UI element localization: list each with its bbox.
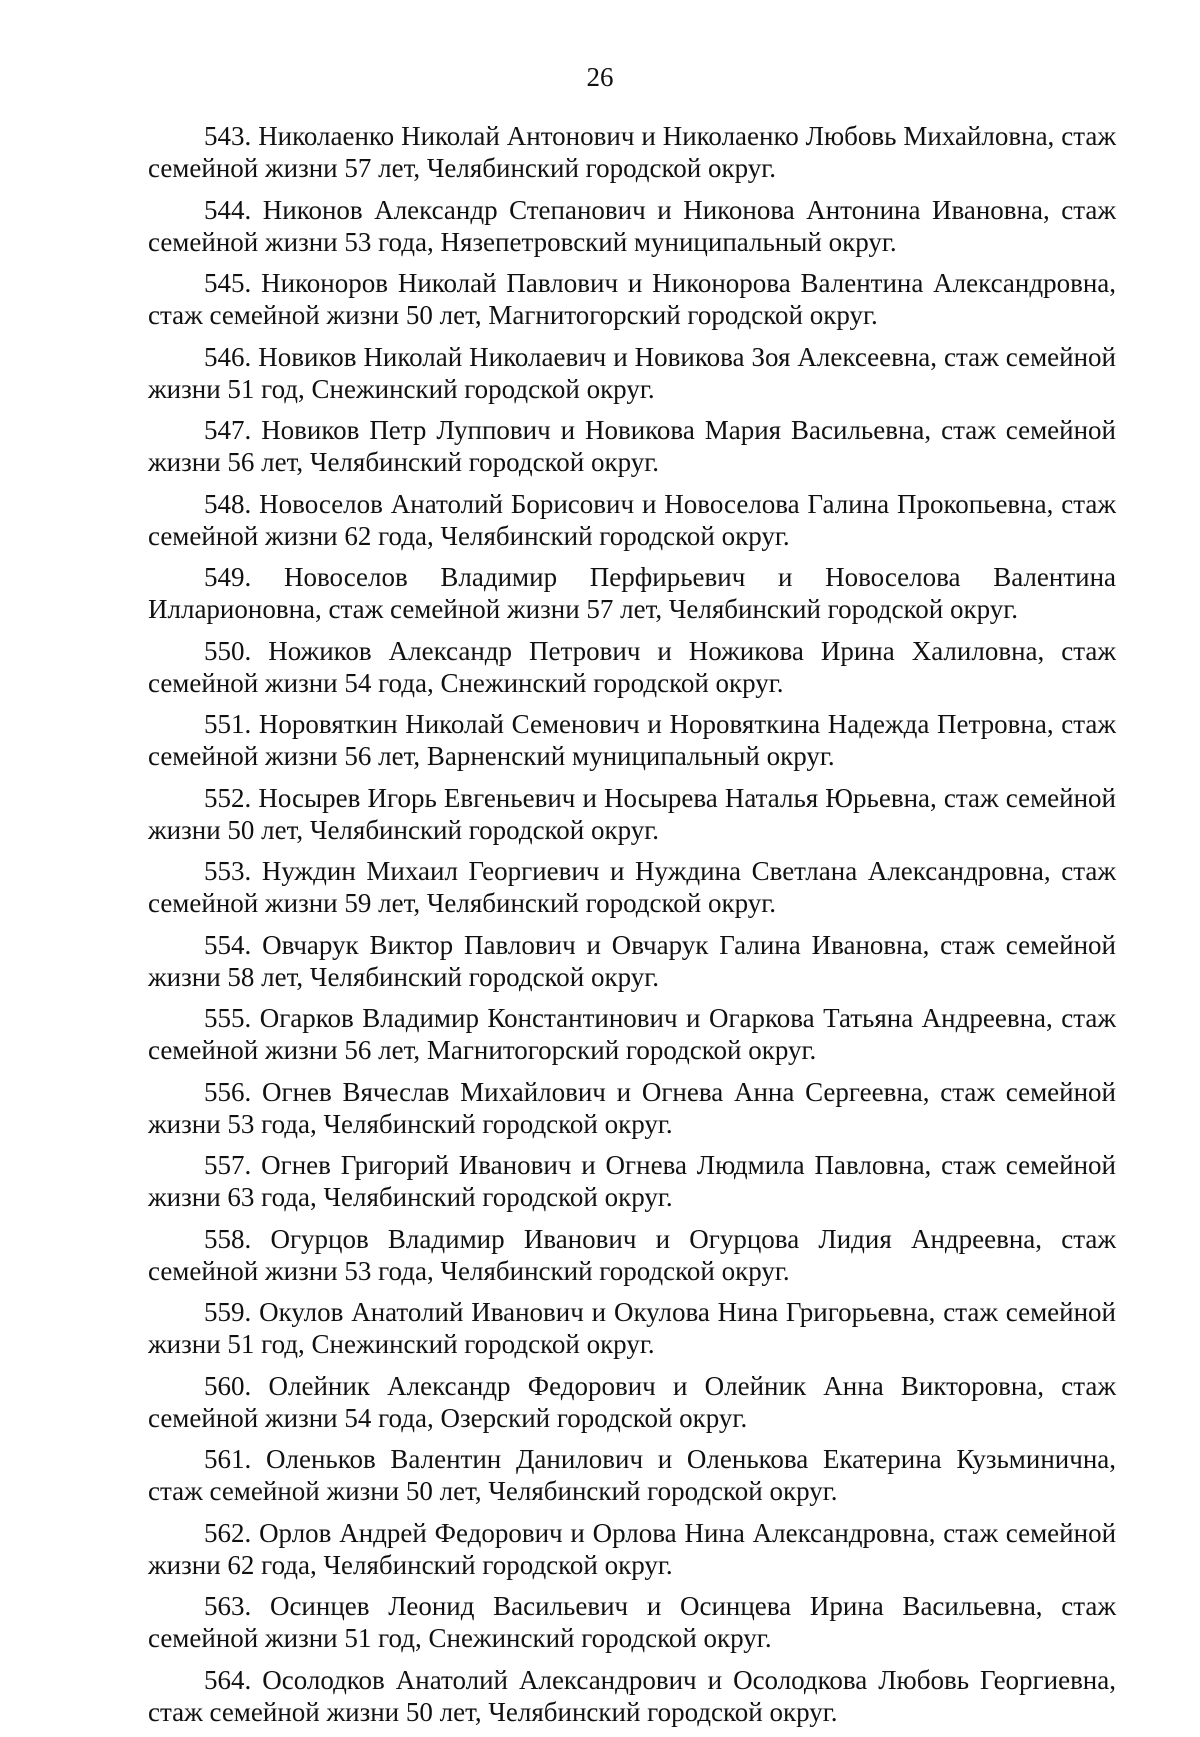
list-item	[148, 1002, 1116, 1066]
entry-text: Ножиков Александр Петрович и Ножикова Ирина Халиловна, стаж семейной жизни 54 года, Снежинский городской округ.	[148, 635, 1116, 698]
entry-text: Никоноров Николай Павлович и Никонорова Валентина Александровна, стаж семейной жизни 50 лет, Магнитогорский городской округ.	[148, 268, 1116, 330]
entry-number: 548.	[204, 488, 252, 519]
list-item	[148, 414, 1116, 478]
entry-number: 564.	[204, 1664, 252, 1695]
entry-text: Норовяткин Николай Семенович и Норовяткина Надежда Петровна, стаж семейной жизни 56 лет, Варненский муниципальный округ.	[148, 709, 1117, 771]
list-item	[148, 194, 1116, 258]
entry-number: 557.	[204, 1150, 252, 1180]
entry-text: Осинцев Леонид Васильевич и Осинцева Ирина Васильевна, стаж семейной жизни 51 год, Снежинский городской округ.	[148, 1591, 1117, 1653]
entry-number: 560.	[204, 1370, 252, 1401]
entry-text: Огарков Владимир Константинович и Огаркова Татьяна Андреевна, стаж семейной жизни 56 лет, Магнитогорский городской округ.	[148, 1003, 1116, 1065]
entry-number: 544.	[204, 194, 252, 225]
entry-number: 546.	[204, 341, 252, 372]
list-item	[148, 1370, 1116, 1434]
entry-text: Овчарук Виктор Павлович и Овчарук Галина Ивановна, стаж семейной жизни 58 лет, Челябинский городской округ.	[148, 929, 1117, 992]
entry-text: Огурцов Владимир Иванович и Огурцова Лидия Андреевна, стаж семейной жизни 53 года, Челябинский городской округ.	[148, 1223, 1116, 1286]
entry-text: Новоселов Анатолий Борисович и Новоселова Галина Прокопьевна, стаж семейной жизни 62 года, Челябинский городской округ.	[148, 488, 1117, 551]
entry-text: Новиков Петр Луппович и Новикова Мария Васильевна, стаж семейной жизни 56 лет, Челябинский городской округ.	[148, 415, 1117, 477]
entry-text: Новиков Николай Николаевич и Новикова Зоя Алексеевна, стаж семейной жизни 51 год, Снежинский городской округ.	[148, 341, 1116, 404]
list-item	[148, 1223, 1116, 1287]
list-item	[148, 782, 1116, 846]
entry-number: 543.	[204, 121, 252, 151]
page-number: 26	[586, 62, 614, 92]
list-item	[148, 708, 1116, 772]
entry-text: Носырев Игорь Евгеньевич и Носырева Наталья Юрьевна, стаж семейной жизни 50 лет, Челябинский городской округ.	[148, 782, 1117, 845]
entry-text: Огнев Вячеслав Михайлович и Огнева Анна Сергеевна, стаж семейной жизни 53 года, Челябинский городской округ.	[148, 1076, 1116, 1139]
list-item	[148, 1149, 1116, 1213]
list-item	[148, 267, 1116, 331]
entry-number: 552.	[204, 782, 252, 813]
entry-text: Олейник Александр Федорович и Олейник Анна Викторовна, стаж семейной жизни 54 года, Озерский городской округ.	[148, 1370, 1116, 1433]
entry-text: Нуждин Михаил Георгиевич и Нуждина Светлана Александровна, стаж семейной жизни 59 лет, Челябинский городской округ.	[148, 856, 1117, 918]
list-item	[148, 1517, 1116, 1581]
entries-list	[148, 120, 1116, 1737]
list-item	[148, 1664, 1116, 1728]
entry-text: Орлов Андрей Федорович и Орлова Нина Александровна, стаж семейной жизни 62 года, Челябинский городской округ.	[148, 1517, 1117, 1580]
list-item	[148, 1296, 1116, 1360]
entry-text: Новоселов Владимир Перфирьевич и Новоселова Валентина Илларионовна, стаж семейной жизни 57 лет, Челябинский городской округ.	[148, 562, 1117, 624]
list-item	[148, 635, 1116, 699]
list-item	[148, 341, 1116, 405]
entry-number: 561.	[204, 1444, 252, 1474]
list-item	[148, 561, 1116, 625]
entry-number: 556.	[204, 1076, 252, 1107]
entry-text: Огнев Григорий Иванович и Огнева Людмила Павловна, стаж семейной жизни 63 года, Челябинский городской округ.	[148, 1150, 1117, 1212]
entry-number: 563.	[204, 1591, 252, 1621]
entry-number: 547.	[204, 415, 252, 445]
entry-number: 545.	[204, 268, 252, 298]
entry-number: 559.	[204, 1297, 252, 1327]
list-item	[148, 1443, 1116, 1507]
entry-number: 555.	[204, 1003, 252, 1033]
list-item	[148, 855, 1116, 919]
entry-text: Оленьков Валентин Данилович и Оленькова Екатерина Кузьминична, стаж семейной жизни 50 лет, Челябинский городской округ.	[148, 1444, 1117, 1506]
entry-number: 562.	[204, 1517, 252, 1548]
entry-text: Никонов Александр Степанович и Никонова Антонина Ивановна, стаж семейной жизни 53 года, Нязепетровский муниципальный округ.	[148, 194, 1117, 257]
list-item	[148, 1076, 1116, 1140]
entry-text: Окулов Анатолий Иванович и Окулова Нина Григорьевна, стаж семейной жизни 51 год, Снежинский городской округ.	[148, 1297, 1117, 1359]
entry-text: Николаенко Николай Антонович и Николаенко Любовь Михайловна, стаж семейной жизни 57 лет, Челябинский городской округ.	[148, 121, 1116, 183]
entry-number: 549.	[204, 562, 252, 592]
list-item	[148, 929, 1116, 993]
list-item	[148, 120, 1116, 184]
list-item	[148, 1590, 1116, 1654]
entry-number: 551.	[204, 709, 252, 739]
entry-number: 550.	[204, 635, 252, 666]
entry-number: 554.	[204, 929, 252, 960]
list-item	[148, 488, 1116, 552]
entry-number: 558.	[204, 1223, 252, 1254]
entry-text: Осолодков Анатолий Александрович и Осолодкова Любовь Георгиевна, стаж семейной жизни 50 лет, Челябинский городской округ.	[148, 1664, 1116, 1727]
entry-number: 553.	[204, 856, 252, 886]
